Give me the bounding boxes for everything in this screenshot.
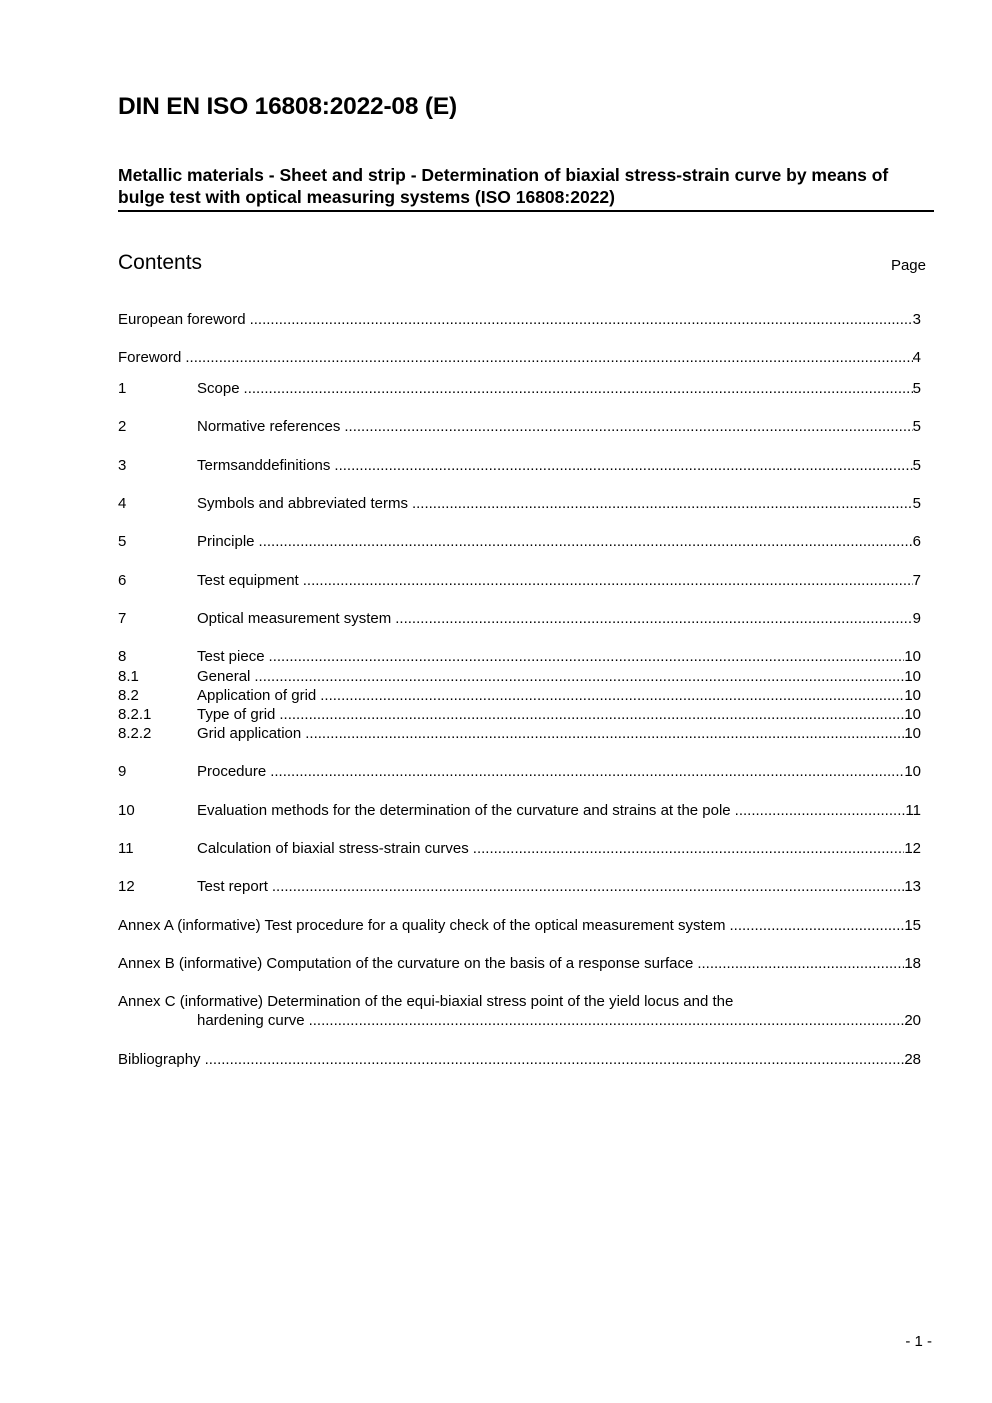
- toc-entry-number: 8.2.1: [118, 706, 152, 723]
- toc-entry-european-foreword[interactable]: [118, 310, 921, 329]
- toc-entry-test-piece[interactable]: [118, 647, 921, 666]
- toc-leader-dots: [735, 801, 906, 820]
- toc-entry-label: Procedure: [197, 763, 267, 780]
- toc-entry-terms-and-definitions[interactable]: [118, 456, 921, 475]
- toc-leader-dots: [244, 379, 913, 398]
- toc-leader-dots: [412, 494, 913, 513]
- toc-leader-dots: [205, 1050, 905, 1069]
- toc-entry-label: Normative references: [197, 418, 341, 435]
- toc-entry-label: Calculation of biaxial stress-strain curves: [197, 840, 469, 857]
- toc-leader-dots: [395, 609, 912, 628]
- contents-heading: Contents: [118, 251, 203, 274]
- toc-leader-dots: [254, 667, 904, 686]
- toc-entry-number: 4: [118, 495, 127, 512]
- toc-entry-number: 8.2: [118, 687, 139, 704]
- toc-leader-dots: [305, 724, 904, 743]
- toc-entry-label: Symbols and abbreviated terms: [197, 495, 408, 512]
- toc-entry-annex-b[interactable]: [118, 954, 921, 973]
- toc-entry-number: 7: [118, 610, 127, 627]
- toc-entry-page: 10: [904, 763, 921, 780]
- toc-leader-dots: [272, 877, 904, 896]
- toc-entry-page: 7: [912, 572, 921, 589]
- toc-entry-label: Type of grid: [197, 706, 276, 723]
- toc-entry-evaluation-methods[interactable]: [118, 801, 921, 820]
- toc-entry-page: 9: [912, 610, 921, 627]
- toc-entry-page: 6: [912, 533, 921, 550]
- toc-entry-page: 13: [904, 878, 921, 895]
- toc-entry-annex-a[interactable]: [118, 916, 921, 935]
- toc-entry-page: 10: [904, 648, 921, 665]
- toc-leader-dots: [697, 954, 904, 973]
- toc-leader-dots: [185, 348, 912, 367]
- toc-entry-annex-c[interactable]: [118, 1011, 921, 1030]
- toc-entry-number: 6: [118, 572, 127, 589]
- toc-entry-page: 4: [912, 349, 921, 366]
- toc-entry-label-continuation: hardening curve: [197, 1012, 305, 1029]
- toc-entry-foreword[interactable]: [118, 348, 921, 367]
- toc-entry-label: Bibliography: [118, 1051, 201, 1068]
- toc-leader-dots: [473, 839, 905, 858]
- toc-entry-procedure[interactable]: [118, 762, 921, 781]
- toc-entry-scope[interactable]: [118, 379, 921, 398]
- toc-entry-label: Test piece: [197, 648, 265, 665]
- toc-leader-dots: [320, 686, 904, 705]
- toc-entry-number: 2: [118, 418, 127, 435]
- toc-entry-grid-application[interactable]: [118, 724, 921, 743]
- toc-entry-page: 3: [912, 311, 921, 328]
- toc-entry-page: 5: [912, 457, 921, 474]
- toc-entry-page: 12: [904, 840, 921, 857]
- toc-entry-label: Test report: [197, 878, 268, 895]
- toc-entry-number: 12: [118, 878, 135, 895]
- toc-leader-dots: [303, 571, 913, 590]
- document-title: DIN EN ISO 16808:2022-08 (E): [118, 93, 457, 120]
- toc-entry-general[interactable]: [118, 667, 921, 686]
- toc-entry-number: 8.2.2: [118, 725, 152, 742]
- toc-entry-page: 10: [904, 687, 921, 704]
- toc-entry-number: 8: [118, 648, 127, 665]
- toc-entry-annex-c-line1[interactable]: [118, 992, 921, 1011]
- toc-leader-dots: [279, 705, 904, 724]
- toc-entry-page: 10: [904, 706, 921, 723]
- toc-leader-dots: [309, 1011, 905, 1030]
- toc-entry-label: Foreword: [118, 349, 182, 366]
- toc-entry-page: 5: [912, 495, 921, 512]
- toc-entry-number: 8.1: [118, 668, 139, 685]
- toc-entry-page: 18: [904, 955, 921, 972]
- toc-entry-calculation[interactable]: [118, 839, 921, 858]
- toc-entry-page: 11: [905, 802, 921, 819]
- toc-entry-label: Termsanddefinitions: [197, 457, 331, 474]
- toc-entry-page: 5: [912, 418, 921, 435]
- toc-entry-page: 15: [904, 917, 921, 934]
- toc-entry-number: 1: [118, 380, 127, 397]
- toc-entry-label: Grid application: [197, 725, 302, 742]
- toc-entry-test-report[interactable]: [118, 877, 921, 896]
- toc-leader-dots: [250, 310, 913, 329]
- toc-entry-principle[interactable]: [118, 532, 921, 551]
- toc-entry-bibliography[interactable]: [118, 1050, 921, 1069]
- toc-entry-label: General: [197, 668, 251, 685]
- toc-leader-dots: [344, 417, 912, 436]
- toc-entry-number: 3: [118, 457, 127, 474]
- toc-entry-label: Optical measurement system: [197, 610, 392, 627]
- toc-entry-test-equipment[interactable]: [118, 571, 921, 590]
- toc-entry-label: Test equipment: [197, 572, 299, 589]
- toc-entry-label: Principle: [197, 533, 255, 550]
- toc-entry-page: 10: [904, 668, 921, 685]
- toc-entry-page: 5: [912, 380, 921, 397]
- toc-entry-label: Scope: [197, 380, 240, 397]
- toc-entry-number: 10: [118, 802, 135, 819]
- toc-entry-label: European foreword: [118, 311, 246, 328]
- toc-leader-dots: [259, 532, 913, 551]
- toc-entry-number: 11: [118, 840, 134, 857]
- toc-entry-type-of-grid[interactable]: [118, 705, 921, 724]
- toc-entry-number: 5: [118, 533, 127, 550]
- toc-entry-label: Annex C (informative) Determination of the equi-biaxial stress point of the yield locus and the: [118, 993, 734, 1010]
- toc-entry-label: Evaluation methods for the determination of the curvature and strains at the pole: [197, 802, 731, 819]
- toc-leader-dots: [270, 762, 904, 781]
- toc-entry-label: Annex B (informative) Computation of the curvature on the basis of a response surface: [118, 955, 694, 972]
- toc-entry-optical-measurement-system[interactable]: [118, 609, 921, 628]
- page-column-heading: Page: [890, 257, 926, 274]
- toc-entry-symbols[interactable]: [118, 494, 921, 513]
- document-subtitle: Metallic materials - Sheet and strip - Determination of biaxial stress-strain curve by means of bulge test with optical measuring systems (ISO 16808:2022): [118, 164, 934, 212]
- toc-entry-normative-references[interactable]: [118, 417, 921, 436]
- toc-entry-page: 28: [904, 1051, 921, 1068]
- toc-entry-label: Annex A (informative) Test procedure for a quality check of the optical measurement system: [118, 917, 726, 934]
- toc-leader-dots: [730, 916, 905, 935]
- toc-entry-page: 10: [904, 725, 921, 742]
- toc-leader-dots: [269, 647, 905, 666]
- toc-entry-page: 20: [904, 1012, 921, 1029]
- toc-entry-application-of-grid[interactable]: [118, 686, 921, 705]
- page-number: - 1 -: [905, 1333, 932, 1350]
- toc-leader-dots: [334, 456, 912, 475]
- toc-entry-label: Application of grid: [197, 687, 317, 704]
- toc-entry-number: 9: [118, 763, 127, 780]
